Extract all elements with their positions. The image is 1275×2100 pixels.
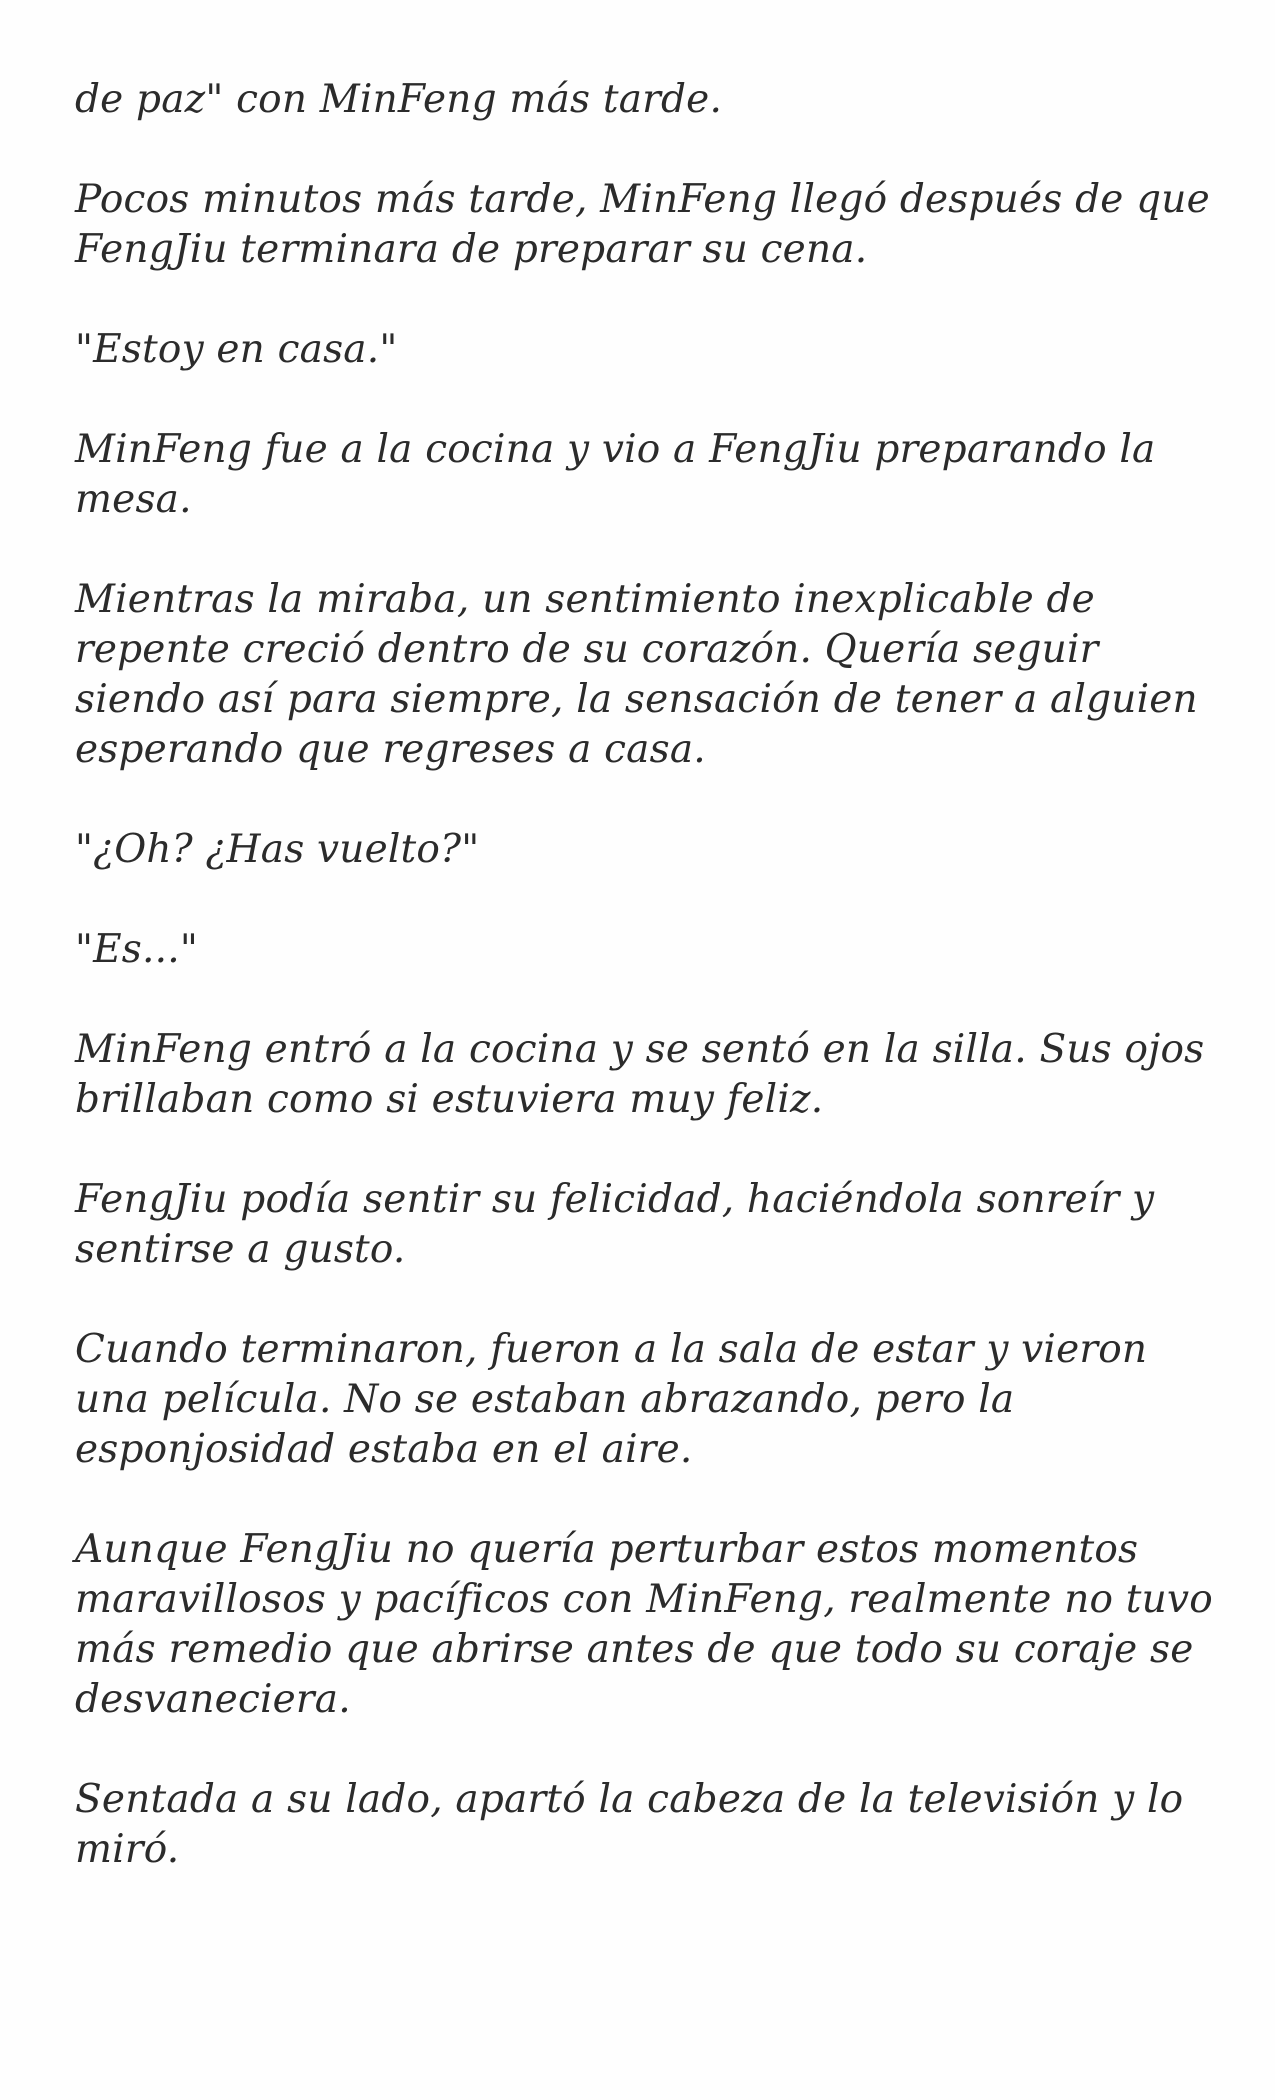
paragraph: Aunque FengJiu no quería perturbar estos momentos maravillosos y pacíficos con MinFeng, realmente no tuvo más remedio que abrirse antes de que todo su coraje se desvaneciera. — [75, 1527, 1213, 1722]
paragraph: MinFeng fue a la cocina y vio a FengJiu preparando la mesa. — [75, 427, 1156, 522]
paragraph: Pocos minutos más tarde, MinFeng llegó después de que FengJiu terminara de preparar su cena. — [75, 177, 1210, 272]
paragraph: "Estoy en casa." — [75, 327, 398, 372]
paragraph: "¿Oh? ¿Has vuelto?" — [75, 827, 480, 872]
chapter-text — [75, 75, 1225, 1925]
paragraph: "Es..." — [75, 927, 198, 972]
paragraph: de paz" con MinFeng más tarde. — [75, 77, 723, 122]
paragraph: FengJiu podía sentir su felicidad, haciéndola sonreír y sentirse a gusto. — [75, 1177, 1155, 1272]
paragraph: Cuando terminaron, fueron a la sala de estar y vieron una película. No se estaban abrazando, pero la esponjosidad estaba en el aire. — [75, 1327, 1148, 1472]
paragraph: MinFeng entró a la cocina y se sentó en la silla. Sus ojos brillaban como si estuviera muy feliz. — [75, 1027, 1205, 1122]
paragraph: Sentada a su lado, apartó la cabeza de la televisión y lo miró. — [75, 1777, 1184, 1872]
paragraph: Mientras la miraba, un sentimiento inexplicable de repente creció dentro de su corazón. Quería seguir siendo así para siempre, la sensación de tener a alguien esperando que regreses a casa. — [75, 577, 1198, 772]
